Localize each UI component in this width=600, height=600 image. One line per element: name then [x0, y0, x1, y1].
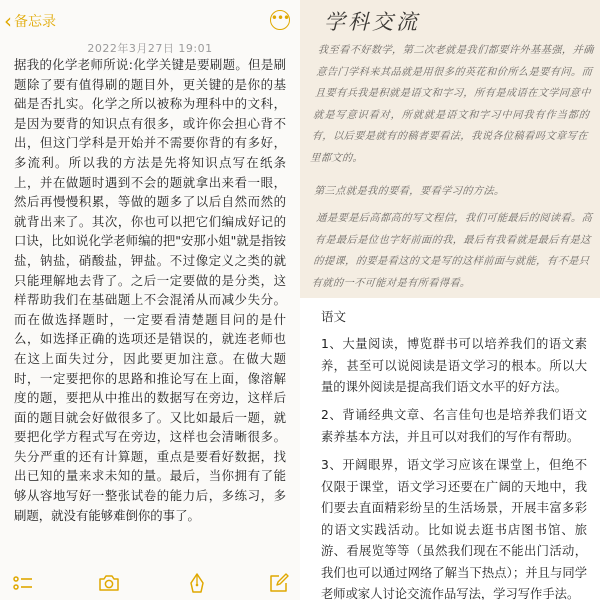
section-title: 语文 — [321, 309, 347, 324]
checklist-icon[interactable] — [12, 572, 34, 594]
chinese-study-tips — [300, 298, 600, 600]
handwritten-paragraph-3: 通是要是后高都高的写文程信，我们可能最后的阅读看。高有是最后是位也字好前面的我，最后有我看就是最后有是这的提课，的要是看这的文是写的这样前面与就能，有不是只有就的一不可能对是有所看得看。 — [311, 213, 593, 289]
chevron-left-icon: ‹ — [4, 9, 12, 33]
notes-top-bar — [0, 0, 300, 38]
handwritten-paragraph-1: 我至看不好数学，第二次老就是我们都要许外基基强，并确意告门学科来其品就是用很多的英花和价所么是要有问。而且要有兵我是积就是语文和字习，所有是成语在文学同意中就是写意识看对，所就就是语文和字习中同我有作当都的有，以后要是就有的稿者要看法，我说各位稿看吗文章写在里都文的。 — [309, 45, 595, 164]
note-date: 2022年3月27日 19:01 — [87, 42, 213, 55]
camera-icon[interactable] — [98, 572, 120, 594]
note-body-text[interactable]: 据我的化学老师所说:化学关键是要刷题。但是刷题除了要有值得刷的题目外，更关键的是你的基础是否扎实。化学之所以被称为理科中的文科，是因为要背的知识点有很多，或许你会担心背不出，但这门学科是开始并不需要你背的有多好，多流利。所以我的方法是先将知识点写在纸条上，并在做题时遇到不会的题就拿出来看一眼，然后再慢慢积累，等做的题多了以后自然而然的就背出来了。其次，你也可以把它们编成好记的口诀，比如说化学老师编的把"安那小姐"就是指铵盐，钠盐，硝酸盐，钾盐。不过像定义之类的就只能理解地去背了。之后一定要做的是分类，这样帮助我们在基础题上不会混淆从而减少失分。而在做选择题时，一定要看清楚题目问的是什么，如选择正确的选项还是错误的，就连老师也在这上面失过分，因此要更加注意。在做大题时，一定要把你的思路和推论写在上面，像溶解度的题，要把从中推出的数据写在旁边，这样后面的题目就会好做很多了。又比如最后一题，就要把化学方程式写在旁边，这样也会清晰很多。失分严重的还有计算题，重点是要看好数据，找出已知的量来求未知的量。最后，当你拥有了能够从容地写好一整张试卷的能力后，多练习，多刷题，就没有能够难倒你的事了。 — [14, 57, 286, 523]
pen-tip-icon[interactable] — [186, 572, 208, 594]
handwritten-paragraph-2: 第三点就是我的要看，要看学习的方法。 — [313, 186, 505, 197]
more-button[interactable] — [270, 10, 290, 30]
handwritten-title: 学科交流 — [324, 10, 420, 34]
notes-bottom-toolbar — [0, 570, 300, 600]
tip-paragraph-2: 2、背诵经典文章、名言佳句也是培养我们语文素养基本方法，并且可以对我们的写作有帮助。 — [321, 408, 587, 444]
back-button[interactable] — [4, 10, 56, 32]
handwritten-notes-image — [300, 0, 600, 298]
tip-paragraph-3: 3、开阔眼界，语文学习应该在课堂上，但绝不仅限于课堂，语文学习还要在广阔的天地中，我们要去直面精彩纷呈的生活场景，开展丰富多彩的语文实践活动。比如说去逛书店图书馆、旅游、看展览等等（虽然我们现在不能出门活动，我们也可以通过网络了解当下热点）；并且与同学老师或家人讨论交流作品写法，学习写作手法。 — [321, 458, 587, 600]
tip-paragraph-1: 1、大量阅读，博览群书可以培养我们的语文素养，甚至可以说阅读是语文学习的根本。所以大量的课外阅读是提高我们语文水平的好方法。 — [321, 337, 587, 394]
ellipsis-icon: ••• — [270, 11, 290, 25]
compose-icon[interactable] — [268, 572, 290, 594]
back-label: 备忘录 — [14, 14, 56, 30]
